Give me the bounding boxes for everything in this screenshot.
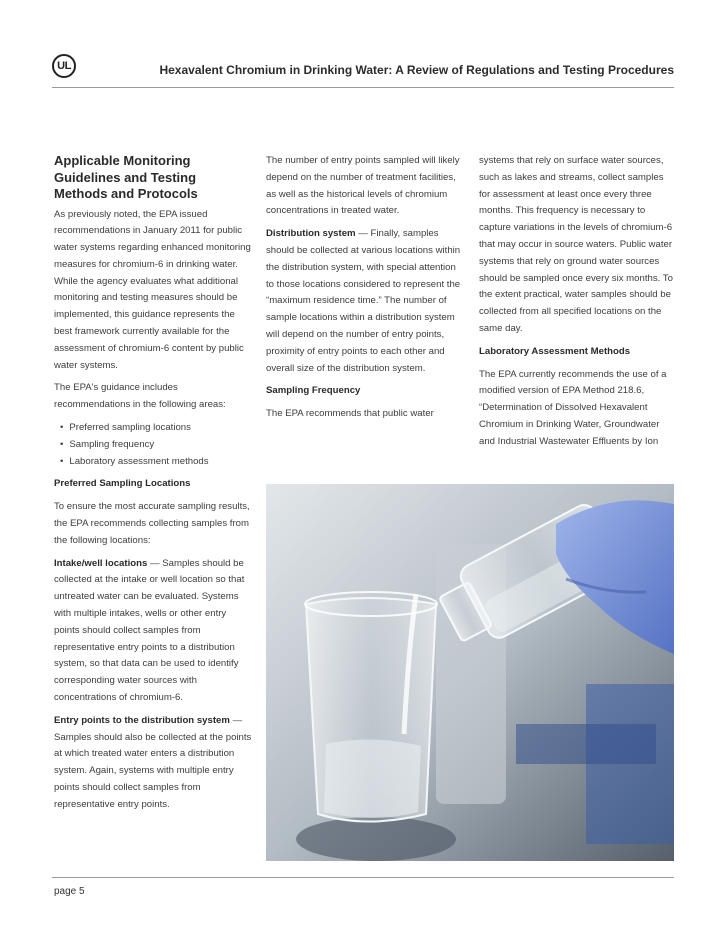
entry-points-lead: Entry points to the distribution system [54,714,230,726]
entry-count-paragraph: The number of entry points sampled will likely depend on the number of treatment facilities, as well as the historical levels of chromium concentrations in treated water. [266,155,460,217]
lab-photo-illustration [266,484,674,861]
entry-points-paragraph [54,713,252,814]
list-item: • Preferred sampling locations [54,420,252,437]
intake-paragraph [54,556,252,707]
section-heading: Applicable Monitoring Guidelines and Testing Methods and Protocols [54,153,198,201]
list-item: • Sampling frequency [54,437,252,454]
locations-intro-paragraph: To ensure the most accurate sampling results, the EPA recommends collecting samples from the following locations: [54,501,250,546]
column-3 [479,153,677,457]
guidance-areas-list [54,420,252,470]
frequency-continued-paragraph: systems that rely on surface water sources, such as lakes and streams, collect samples for assessment at least once every three months. This frequency is necessary to capture variations in the levels of chromium-6 that may occur in source waters. Public water systems that rely on ground water sources should be sampled once every six months. To the extent practical, water samples should be collected from all specified locations on the same day. [479,155,673,334]
lab-photo-pouring-sample [266,484,674,861]
header-divider [52,87,674,88]
intake-text: — Samples should be collected at the intake or well location so that untreated water can be evaluated. Systems with multiple intakes, wells or other entry points should collect samples from representative entry points to a distribution system, so that data can be used to identify corresponding water sources with concentrations of chromium-6. [54,557,245,704]
intake-lead: Intake/well locations [54,557,148,569]
column-1 [54,153,252,820]
page-number: page 5 [54,886,85,897]
subheading-preferred-locations: Preferred Sampling Locations [54,478,191,490]
lab-methods-paragraph: The EPA currently recommends the use of a modified version of EPA Method 218.6, “Determination of Dissolved Hexavalent Chromium in Drinking Water, Groundwater and Industrial Wastewater Effluents by Ion [479,368,667,447]
intro-paragraph: As previously noted, the EPA issued recommendations in January 2011 for public water systems regarding enhanced monitoring measures for chromium-6 in drinking water. While the agency evaluates what additional monitoring and testing measures should be implemented, this guidance represents the best framework currently available for the assessment of chromium-6 content by public water systems. [54,208,251,371]
entry-points-text: — Samples should also be collected at the points at which treated water enters a distribution system. Again, systems with multiple entry points should collect samples from representative entry points. [54,714,252,810]
footer-divider [52,877,674,878]
guidance-paragraph: The EPA's guidance includes recommendations in the following areas: [54,382,226,411]
column-2 [266,153,464,429]
subheading-lab-methods: Laboratory Assessment Methods [479,345,631,357]
ul-logo: UL [52,54,76,78]
distribution-lead: Distribution system [266,228,356,240]
running-header-title: Hexavalent Chromium in Drinking Water: A Review of Regulations and Testing Procedures [159,63,674,77]
frequency-paragraph: The EPA recommends that public water [266,408,434,420]
distribution-paragraph [266,226,464,377]
list-item: • Laboratory assessment methods [54,454,252,471]
subheading-sampling-frequency: Sampling Frequency [266,385,361,397]
distribution-text: — Finally, samples should be collected at various locations within the distribution system, with special attention to those locations considered to represent the “maximum residence time.” The number of sample locations within a distribution system will depend on the number of entry points, proximity of entry points to each other and overall size of the distribution system. [266,228,461,374]
